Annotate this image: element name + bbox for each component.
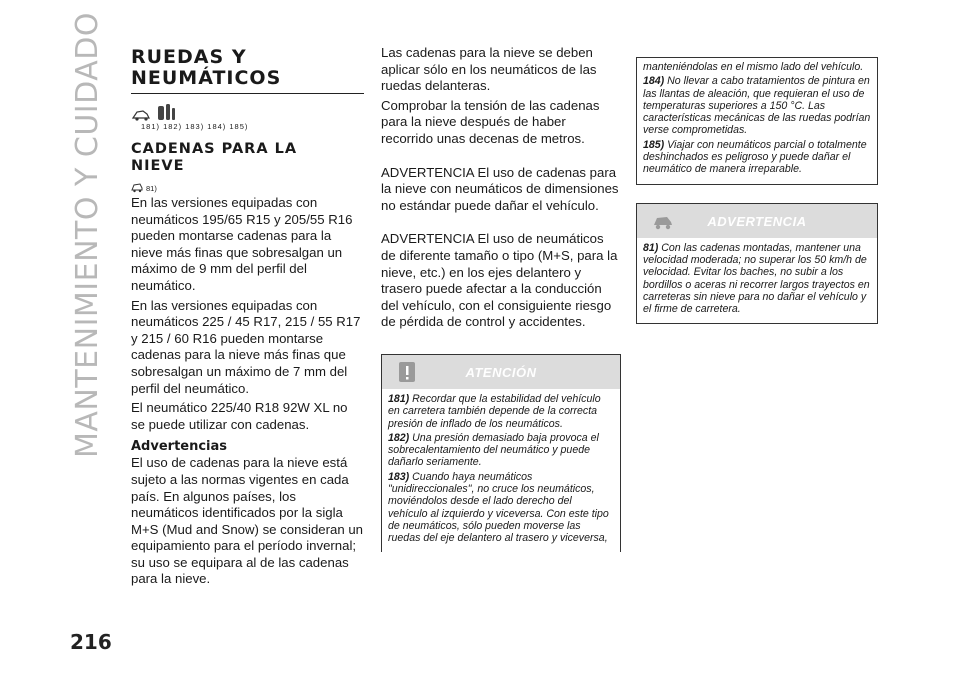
advertencia-item: 81) Con las cadenas montadas, mantener una velocidad moderada; no superar los 50 km/h de velocidad. Evitar los baches, no subir a los bordillos o aceras ni recorrer largos trayectos en carreteras sin nieve para no dañar el vehículo y el firme de carretera. (643, 241, 870, 316)
attention-title: ATENCIÓN (465, 364, 537, 380)
reference-numbers: 181) 182) 183) 184) 185) (141, 122, 249, 131)
paragraph: Comprobar la tensión de las cadenas para la nieve después de haber recorrido unas decenas de metros. (381, 97, 600, 146)
attention-item: 183) Cuando haya neumáticos "unidireccionales", no cruce los neumáticos, moviéndolos desde el lado derecho del vehículo al izquierdo y viceversa. Con este tipo de neumáticos, sólo pueden moverse las ruedas del eje delantero al trasero y viceversa, (388, 470, 609, 545)
section-heading: RUEDAS Y NEUMÁTICOS (131, 46, 282, 89)
attention-header (382, 355, 620, 389)
attention-item: 181) Recordar que la estabilidad del vehículo en carretera también depende de la correcta presión de inflado de los neumáticos. (388, 392, 601, 430)
paragraph: El neumático 225/40 R18 92W XL no se puede utilizar con cadenas. (131, 400, 348, 432)
column-3 (636, 57, 878, 324)
page-number: 216 (70, 630, 112, 654)
car-icon (131, 181, 143, 193)
advertencia-body (637, 238, 877, 324)
warning-paragraph: ADVERTENCIA El uso de neumáticos de diferente tamaño o tipo (M+S, para la nieve, etc.) en los ejes delantero y trasero puede afectar a la conducción del vehículo, con el consiguiente riesgo de pérdida de control y accidentes. (381, 231, 618, 330)
paragraph: Las cadenas para la nieve se deben aplicar sólo en los neumáticos de las ruedas delanteras. (381, 45, 597, 94)
attention-body (382, 389, 620, 553)
section-side-title: MANTENIMIENTO Y CUIDADO (70, 12, 105, 458)
tyre-icon (155, 102, 177, 122)
warning-icons (131, 100, 364, 122)
attention-box (381, 354, 621, 553)
heading-rule (131, 93, 364, 94)
continuation-text: manteniéndolas en el mismo lado del vehículo. (643, 61, 864, 73)
warning-paragraph: ADVERTENCIA El uso de cadenas para la nieve con neumáticos de dimensiones no estándar puede dañar el vehículo. (381, 164, 619, 213)
column-1 (131, 45, 364, 591)
advertencia-title: ADVERTENCIA (707, 213, 807, 229)
column-2 (381, 45, 621, 552)
car-lift-icon (131, 106, 151, 122)
attention-item: 182) Una presión demasiado baja provoca el sobrecalentamiento del neumático y puede dañarlo seriamente. (388, 431, 599, 469)
advertencia-box (636, 203, 878, 325)
attention-continuation (636, 57, 878, 185)
advertencias-heading: Advertencias (131, 439, 228, 455)
attention-item: 184) No llevar a cabo tratamientos de pintura en las llantas de aleación, que requieran el uso de temperaturas superiores a 150 °C. Las características mecánicas de las ruedas podrían verse comprometidas. (643, 75, 871, 137)
subsection-ref: 81) (131, 177, 364, 193)
subsection-heading: CADENAS PARA LA NIEVE (131, 141, 298, 174)
advertencia-header (637, 204, 877, 238)
paragraph: En las versiones equipadas con neumáticos 195/65 R15 y 205/55 R16 pueden montarse cadenas para la nieve más finas que sobresalgan un máximo de 9 mm del perfil del neumático. (131, 195, 353, 293)
paragraph: En las versiones equipadas con neumáticos 225 / 45 R17, 215 / 55 R17 y 215 / 60 R16 pueden montarse cadenas para la nieve más finas que sobresalgan un máximo de 7 mm del perfil del neumático. (131, 297, 361, 396)
paragraph: El uso de cadenas para la nieve está sujeto a las normas vigentes en cada país. En algunos países, los neumáticos identificados por la sigla M+S (Mud and Snow) se consideran un equipamiento para el período invernal; su uso se equipara al de las cadenas para la nieve. (131, 455, 364, 587)
attention-item: 185) Viajar con neumáticos parcial o totalmente deshinchados es peligroso y puede dañar el neumático de manera irreparable. (643, 138, 867, 176)
